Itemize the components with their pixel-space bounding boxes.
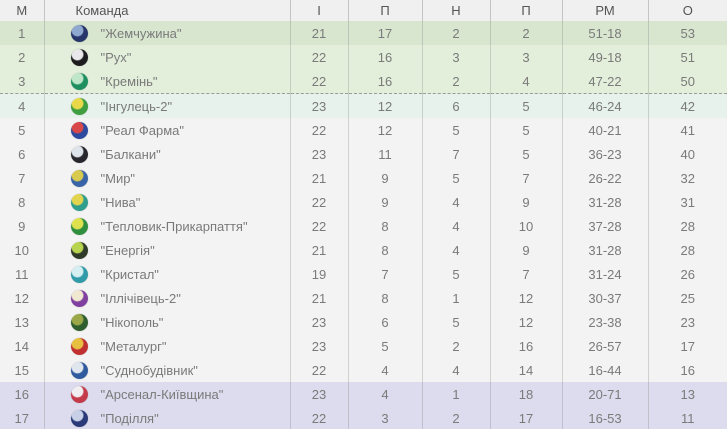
team-name[interactable]: "Жемчужина" xyxy=(100,25,182,41)
played-cell: 23 xyxy=(290,142,348,166)
team-cell[interactable] xyxy=(44,94,290,119)
team-cell[interactable] xyxy=(44,214,290,238)
team-cell[interactable] xyxy=(44,382,290,406)
wins-cell: 8 xyxy=(348,238,422,262)
draws-cell: 5 xyxy=(422,262,490,286)
position-cell: 2 xyxy=(0,45,44,69)
position-cell: 12 xyxy=(0,286,44,310)
wins-cell: 12 xyxy=(348,118,422,142)
points-cell: 25 xyxy=(648,286,727,310)
draws-cell: 2 xyxy=(422,334,490,358)
team-wrap xyxy=(45,386,290,403)
table-row[interactable] xyxy=(0,406,727,429)
table-row[interactable] xyxy=(0,358,727,382)
table-row[interactable] xyxy=(0,262,727,286)
points-cell: 28 xyxy=(648,214,727,238)
played-cell: 21 xyxy=(290,238,348,262)
team-wrap xyxy=(45,194,290,211)
played-cell: 19 xyxy=(290,262,348,286)
wins-cell: 6 xyxy=(348,310,422,334)
team-name[interactable]: "Арсенал-Київщина" xyxy=(100,386,224,402)
played-cell: 22 xyxy=(290,214,348,238)
team-logo-icon xyxy=(71,25,88,42)
team-logo-icon xyxy=(71,338,88,355)
position-cell: 10 xyxy=(0,238,44,262)
team-wrap xyxy=(45,266,290,283)
team-wrap xyxy=(45,362,290,379)
wins-cell: 7 xyxy=(348,262,422,286)
points-cell: 53 xyxy=(648,21,727,45)
losses-cell: 5 xyxy=(490,142,562,166)
losses-cell: 9 xyxy=(490,238,562,262)
points-cell: 50 xyxy=(648,69,727,94)
team-logo-icon xyxy=(71,49,88,66)
team-logo-icon xyxy=(71,146,88,163)
team-wrap xyxy=(45,218,290,235)
points-cell: 11 xyxy=(648,406,727,429)
team-cell[interactable] xyxy=(44,334,290,358)
position-cell: 6 xyxy=(0,142,44,166)
wins-cell: 9 xyxy=(348,166,422,190)
team-cell[interactable] xyxy=(44,190,290,214)
table-row[interactable] xyxy=(0,69,727,94)
points-cell: 41 xyxy=(648,118,727,142)
points-cell: 32 xyxy=(648,166,727,190)
header-row xyxy=(0,0,727,21)
played-cell: 21 xyxy=(290,286,348,310)
losses-cell: 4 xyxy=(490,69,562,94)
team-logo-icon xyxy=(71,218,88,235)
col-header-goal-diff: РМ xyxy=(562,0,648,21)
played-cell: 22 xyxy=(290,406,348,429)
played-cell: 23 xyxy=(290,382,348,406)
position-cell: 8 xyxy=(0,190,44,214)
team-wrap xyxy=(45,98,290,115)
team-name[interactable]: "Інгулець-2" xyxy=(100,98,173,114)
wins-cell: 8 xyxy=(348,214,422,238)
team-wrap xyxy=(45,49,290,66)
wins-cell: 11 xyxy=(348,142,422,166)
goal-diff-cell: 16-44 xyxy=(562,358,648,382)
points-cell: 42 xyxy=(648,94,727,119)
played-cell: 22 xyxy=(290,69,348,94)
position-cell: 7 xyxy=(0,166,44,190)
table-row[interactable] xyxy=(0,190,727,214)
points-cell: 28 xyxy=(648,238,727,262)
team-logo-icon xyxy=(71,122,88,139)
played-cell: 23 xyxy=(290,94,348,119)
team-wrap xyxy=(45,73,290,90)
team-logo-icon xyxy=(71,98,88,115)
points-cell: 17 xyxy=(648,334,727,358)
wins-cell: 3 xyxy=(348,406,422,429)
losses-cell: 18 xyxy=(490,382,562,406)
losses-cell: 7 xyxy=(490,262,562,286)
goal-diff-cell: 37-28 xyxy=(562,214,648,238)
losses-cell: 3 xyxy=(490,45,562,69)
points-cell: 13 xyxy=(648,382,727,406)
team-cell[interactable] xyxy=(44,358,290,382)
team-name[interactable]: "Нива" xyxy=(100,194,141,210)
table-row[interactable] xyxy=(0,310,727,334)
losses-cell: 14 xyxy=(490,358,562,382)
losses-cell: 12 xyxy=(490,310,562,334)
table-row[interactable] xyxy=(0,382,727,406)
draws-cell: 1 xyxy=(422,286,490,310)
position-cell: 11 xyxy=(0,262,44,286)
goal-diff-cell: 31-24 xyxy=(562,262,648,286)
team-cell[interactable] xyxy=(44,142,290,166)
wins-cell: 5 xyxy=(348,334,422,358)
draws-cell: 6 xyxy=(422,94,490,119)
draws-cell: 5 xyxy=(422,166,490,190)
goal-diff-cell: 47-22 xyxy=(562,69,648,94)
table-row[interactable] xyxy=(0,334,727,358)
draws-cell: 4 xyxy=(422,214,490,238)
col-header-played: І xyxy=(290,0,348,21)
played-cell: 21 xyxy=(290,166,348,190)
wins-cell: 17 xyxy=(348,21,422,45)
team-logo-icon xyxy=(71,170,88,187)
team-logo-icon xyxy=(71,266,88,283)
draws-cell: 4 xyxy=(422,358,490,382)
goal-diff-cell: 23-38 xyxy=(562,310,648,334)
col-header-points: О xyxy=(648,0,727,21)
team-wrap xyxy=(45,338,290,355)
played-cell: 23 xyxy=(290,310,348,334)
goal-diff-cell: 26-57 xyxy=(562,334,648,358)
team-name[interactable]: "Енергія" xyxy=(100,242,155,258)
wins-cell: 4 xyxy=(348,358,422,382)
played-cell: 22 xyxy=(290,118,348,142)
points-cell: 26 xyxy=(648,262,727,286)
team-logo-icon xyxy=(71,410,88,427)
goal-diff-cell: 40-21 xyxy=(562,118,648,142)
goal-diff-cell: 26-22 xyxy=(562,166,648,190)
goal-diff-cell: 36-23 xyxy=(562,142,648,166)
wins-cell: 16 xyxy=(348,69,422,94)
team-name[interactable]: "Кристал" xyxy=(100,266,159,282)
team-name[interactable]: "Іллічівець-2" xyxy=(100,290,181,306)
goal-diff-cell: 46-24 xyxy=(562,94,648,119)
team-name[interactable]: "Рух" xyxy=(100,49,132,65)
team-logo-icon xyxy=(71,386,88,403)
goal-diff-cell: 16-53 xyxy=(562,406,648,429)
played-cell: 23 xyxy=(290,334,348,358)
team-logo-icon xyxy=(71,194,88,211)
table-row[interactable] xyxy=(0,166,727,190)
table-row[interactable] xyxy=(0,21,727,45)
draws-cell: 2 xyxy=(422,21,490,45)
position-cell: 9 xyxy=(0,214,44,238)
table-row[interactable] xyxy=(0,45,727,69)
team-logo-icon xyxy=(71,314,88,331)
team-logo-icon xyxy=(71,290,88,307)
draws-cell: 7 xyxy=(422,142,490,166)
team-wrap xyxy=(45,242,290,259)
wins-cell: 9 xyxy=(348,190,422,214)
played-cell: 22 xyxy=(290,358,348,382)
team-name[interactable]: "Тепловик-Прикарпаття" xyxy=(100,218,248,234)
wins-cell: 8 xyxy=(348,286,422,310)
draws-cell: 5 xyxy=(422,118,490,142)
team-cell[interactable] xyxy=(44,69,290,94)
position-cell: 1 xyxy=(0,21,44,45)
team-name[interactable]: "Поділля" xyxy=(100,410,159,426)
standings-body xyxy=(0,21,727,429)
team-cell[interactable] xyxy=(44,406,290,429)
wins-cell: 4 xyxy=(348,382,422,406)
played-cell: 21 xyxy=(290,21,348,45)
team-logo-icon xyxy=(71,362,88,379)
draws-cell: 3 xyxy=(422,45,490,69)
team-name[interactable]: "Металург" xyxy=(100,338,167,354)
losses-cell: 2 xyxy=(490,21,562,45)
team-cell[interactable] xyxy=(44,21,290,45)
losses-cell: 9 xyxy=(490,190,562,214)
team-logo-icon xyxy=(71,242,88,259)
played-cell: 22 xyxy=(290,190,348,214)
team-name[interactable]: "Кремінь" xyxy=(100,73,158,89)
position-cell: 14 xyxy=(0,334,44,358)
losses-cell: 7 xyxy=(490,166,562,190)
losses-cell: 16 xyxy=(490,334,562,358)
draws-cell: 5 xyxy=(422,310,490,334)
col-header-draws: Н xyxy=(422,0,490,21)
losses-cell: 5 xyxy=(490,94,562,119)
col-header-losses: П xyxy=(490,0,562,21)
team-name[interactable]: "Реал Фарма" xyxy=(100,122,184,138)
played-cell: 22 xyxy=(290,45,348,69)
team-wrap xyxy=(45,146,290,163)
team-cell[interactable] xyxy=(44,262,290,286)
position-cell: 4 xyxy=(0,94,44,119)
points-cell: 31 xyxy=(648,190,727,214)
team-wrap xyxy=(45,170,290,187)
col-header-position: М xyxy=(0,0,44,21)
team-wrap xyxy=(45,314,290,331)
team-cell[interactable] xyxy=(44,286,290,310)
position-cell: 16 xyxy=(0,382,44,406)
goal-diff-cell: 20-71 xyxy=(562,382,648,406)
points-cell: 40 xyxy=(648,142,727,166)
team-name[interactable]: "Суднобудівник" xyxy=(100,362,198,378)
team-logo-icon xyxy=(71,73,88,90)
team-wrap xyxy=(45,25,290,42)
points-cell: 51 xyxy=(648,45,727,69)
position-cell: 13 xyxy=(0,310,44,334)
team-wrap xyxy=(45,410,290,427)
team-name[interactable]: "Балкани" xyxy=(100,146,161,162)
losses-cell: 12 xyxy=(490,286,562,310)
draws-cell: 4 xyxy=(422,190,490,214)
team-cell[interactable] xyxy=(44,118,290,142)
goal-diff-cell: 31-28 xyxy=(562,238,648,262)
col-header-team: Команда xyxy=(44,0,290,21)
losses-cell: 17 xyxy=(490,406,562,429)
col-header-wins: П xyxy=(348,0,422,21)
position-cell: 3 xyxy=(0,69,44,94)
draws-cell: 2 xyxy=(422,69,490,94)
draws-cell: 1 xyxy=(422,382,490,406)
losses-cell: 10 xyxy=(490,214,562,238)
team-cell[interactable] xyxy=(44,310,290,334)
goal-diff-cell: 51-18 xyxy=(562,21,648,45)
points-cell: 23 xyxy=(648,310,727,334)
position-cell: 5 xyxy=(0,118,44,142)
goal-diff-cell: 31-28 xyxy=(562,190,648,214)
table-row[interactable] xyxy=(0,286,727,310)
team-cell[interactable] xyxy=(44,166,290,190)
team-name[interactable]: "Мир" xyxy=(100,170,136,186)
wins-cell: 16 xyxy=(348,45,422,69)
table-row[interactable] xyxy=(0,142,727,166)
team-cell[interactable] xyxy=(44,45,290,69)
position-cell: 15 xyxy=(0,358,44,382)
wins-cell: 12 xyxy=(348,94,422,119)
points-cell: 16 xyxy=(648,358,727,382)
goal-diff-cell: 49-18 xyxy=(562,45,648,69)
position-cell: 17 xyxy=(0,406,44,429)
team-cell[interactable] xyxy=(44,238,290,262)
goal-diff-cell: 30-37 xyxy=(562,286,648,310)
table-row[interactable] xyxy=(0,118,727,142)
losses-cell: 5 xyxy=(490,118,562,142)
draws-cell: 2 xyxy=(422,406,490,429)
team-name[interactable]: "Нікополь" xyxy=(100,314,164,330)
table-row[interactable] xyxy=(0,238,727,262)
team-wrap xyxy=(45,290,290,307)
table-row[interactable] xyxy=(0,94,727,119)
table-row[interactable] xyxy=(0,214,727,238)
team-wrap xyxy=(45,122,290,139)
draws-cell: 4 xyxy=(422,238,490,262)
